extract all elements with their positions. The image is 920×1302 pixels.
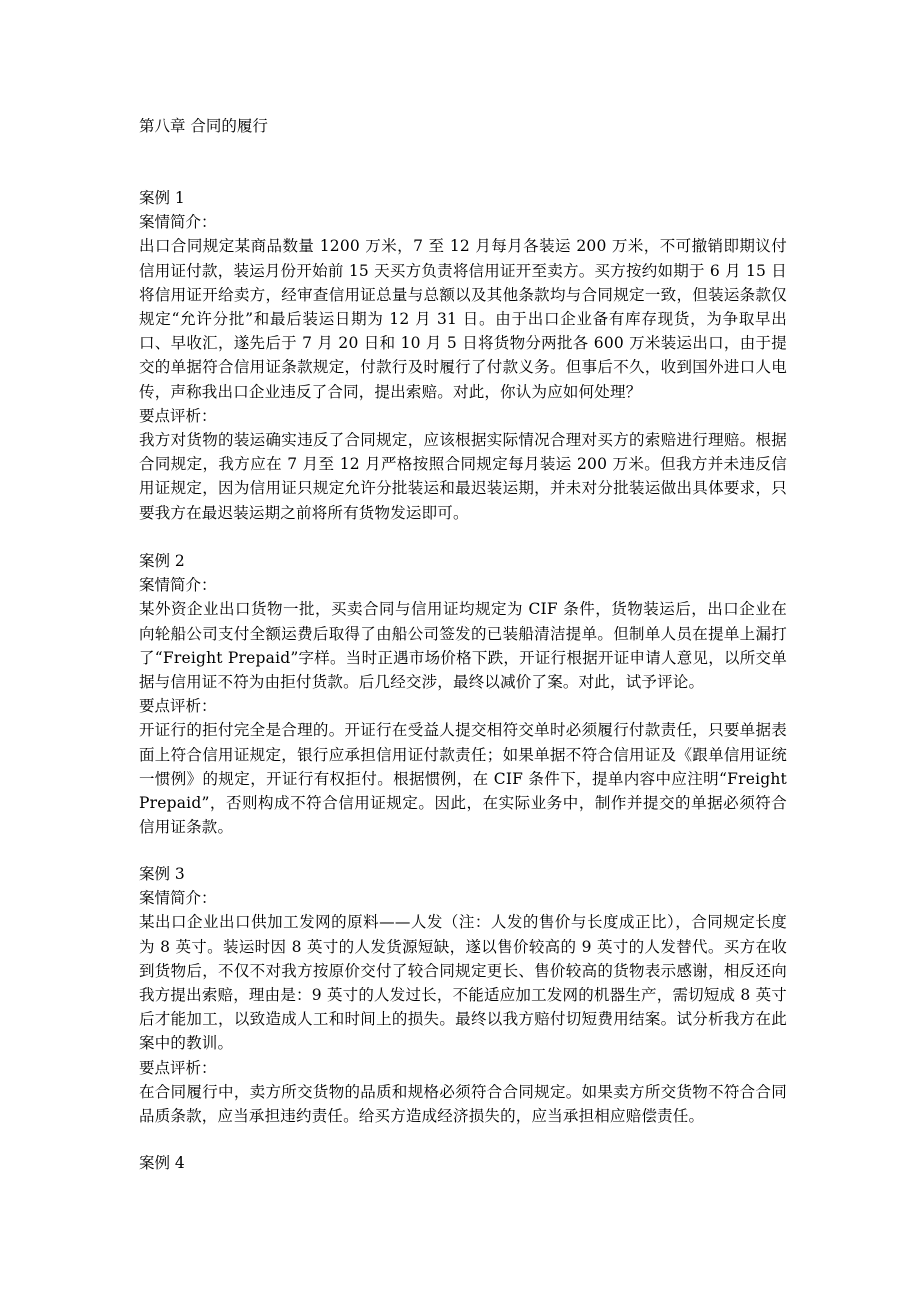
case-comment-label: 要点评析： xyxy=(139,697,217,716)
case-summary-label: 案情简介： xyxy=(139,576,217,595)
case-comment-text: 开证行的拒付完全是合理的。开证行在受益人提交相符交单时必须履行付款责任，只要单据表面上符合信用证规定，银行应承担信用证付款责任；如果单据不符合信用证及《跟单信用证统一惯例》的规定，开证行有权拒付。根据惯例，在 CIF 条件下，提单内容中应注明“Freight Prepaid”，否则构成不符合信用证规定。因此，在实际业务中，制作并提交的单据必须符合信用证条款。 xyxy=(139,721,787,837)
case-section-2 xyxy=(139,549,787,839)
case-comment-label: 要点评析： xyxy=(139,406,217,425)
case-section-4 xyxy=(139,1151,787,1175)
case-comment-label: 要点评析： xyxy=(139,1058,217,1077)
case-heading: 案例 2 xyxy=(139,552,185,570)
case-section-3 xyxy=(139,862,787,1128)
case-heading: 案例 3 xyxy=(139,865,185,883)
case-summary-text: 出口合同规定某商品数量 1200 万米，7 至 12 月每月各装运 200 万米，不可撤销即期议付信用证付款，装运月份开始前 15 天买方负责将信用证开至卖方。买方按约如期于 6 月 15 日将信用证开给卖方，经审查信用证总量与总额以及其他条款均与合同规定一致，但装运条款仅规定“允许分批”和最后装运日期为 12 月 31 日。由于出口企业备有库存现货，为争取早出口、早收汇，遂先后于 7 月 20 日和 10 月 5 日将货物分两批各 600 万米装运出口，由于提交的单据符合信用证条款规定，付款行及时履行了付款义务。但事后不久，收到国外进口人电传，声称我出口企业违反了合同，提出索赔。对此，你认为应如何处理？ xyxy=(139,237,787,401)
case-heading: 案例 4 xyxy=(139,1154,185,1172)
case-heading: 案例 1 xyxy=(139,189,185,207)
case-summary-label: 案情简介： xyxy=(139,213,217,232)
chapter-title: 第八章 合同的履行 xyxy=(139,117,268,135)
case-summary-label: 案情简介： xyxy=(139,889,217,908)
case-summary-text: 某出口企业出口供加工发网的原料——人发（注：人发的售价与长度成正比），合同规定长度为 8 英寸。装运时因 8 英寸的人发货源短缺，遂以售价较高的 9 英寸的人发替代。买方在收到货物后，不仅不对我方按原价交付了较合同规定更长、售价较高的货物表示感谢，相反还向我方提出索赔，理由是：9 英寸的人发过长，不能适应加工发网的机器生产，需切短成 8 英寸后才能加工，以致造成人工和时间上的损失。最终以我方赔付切短费用结案。试分析我方在此案中的教训。 xyxy=(139,913,787,1053)
case-summary-text: 某外资企业出口货物一批，买卖合同与信用证均规定为 CIF 条件，货物装运后，出口企业在向轮船公司支付全额运费后取得了由船公司签发的已装船清洁提单。但制单人员在提单上漏打了“Freight Prepaid”字样。当时正遇市场价格下跌，开证行根据开证申请人意见，以所交单据与信用证不符为由拒付货款。后几经交涉，最终以减价了案。对此，试予评论。 xyxy=(139,600,787,691)
case-comment-text: 在合同履行中，卖方所交货物的品质和规格必须符合合同规定。如果卖方所交货物不符合合同品质条款，应当承担违约责任。给买方造成经济损失的，应当承担相应赔偿责任。 xyxy=(139,1082,787,1125)
case-section-1 xyxy=(139,186,787,525)
case-comment-text: 我方对货物的装运确实违反了合同规定，应该根据实际情况合理对买方的索赔进行理赔。根据合同规定，我方应在 7 月至 12 月严格按照合同规定每月装运 200 万米。但我方并未违反信用证规定，因为信用证只规定允许分批装运和最迟装运期，并未对分批装运做出具体要求，只要我方在最迟装运期之前将所有货物发运即可。 xyxy=(139,430,787,522)
